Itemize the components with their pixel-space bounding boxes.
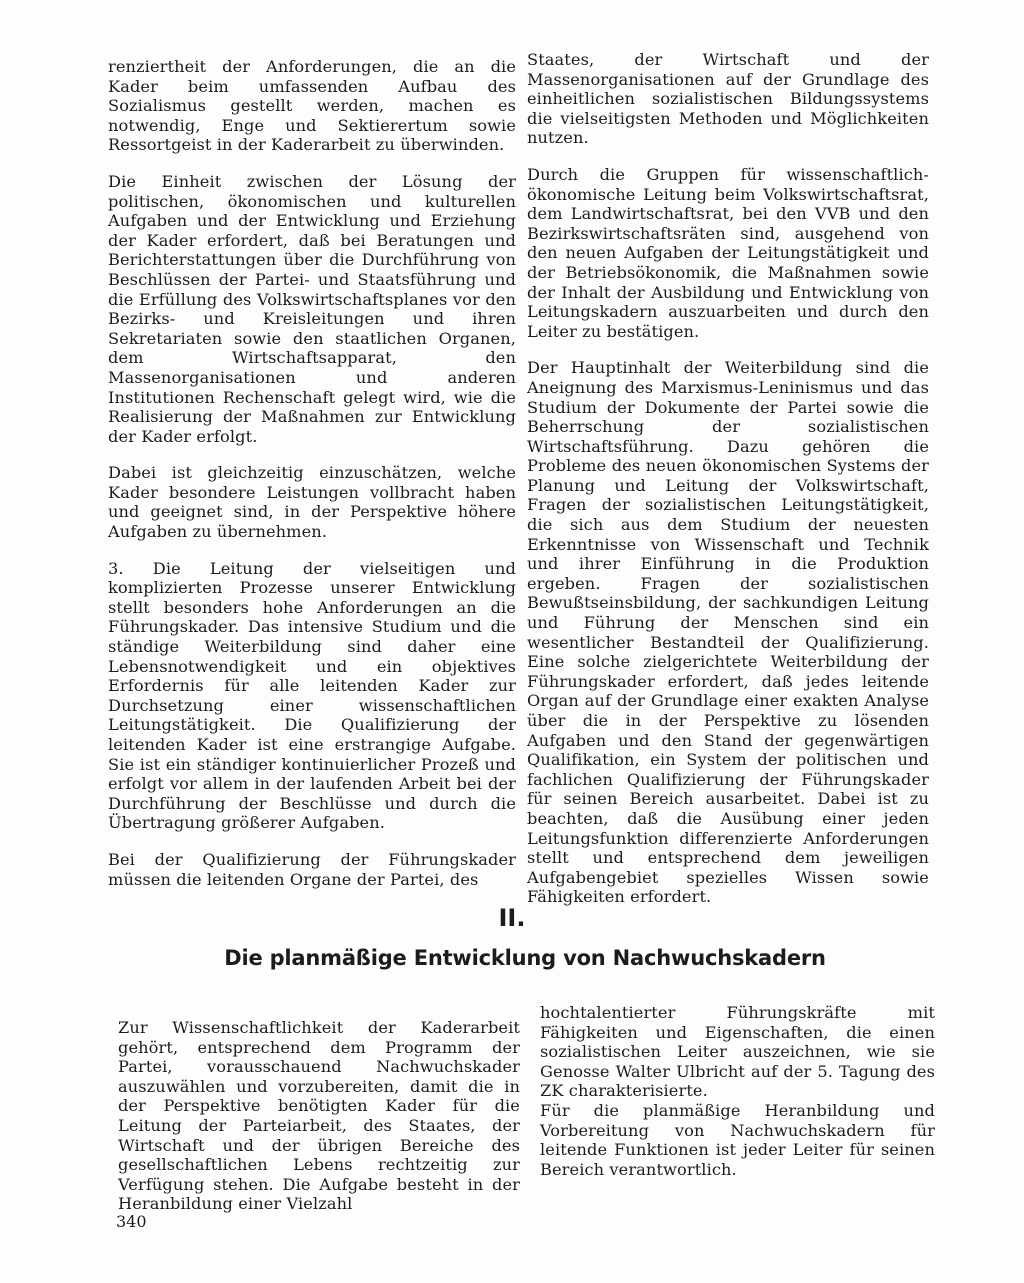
paragraph: Der Hauptinhalt der Weiterbildung sind die Aneignung des Marxismus-Leninismus und das Studium der Dokumente der Partei sowie die Beherrschung der sozialistischen Wirtschaftsführung. Dazu gehören die Probleme des neuen ökonomischen Systems der Planung und Leitung der Volkswirtschaft, Fragen der sozialistischen Leitungstätigkeit, die sich aus dem Studium der neuesten Erkenntnisse von Wissenschaft und Technik und ihrer Einführung in die Produktion ergeben. Fragen der sozialistischen Bewußtseinsbildung, der sachkundigen Leitung und Führung der Menschen sind ein wesentlicher Bestandteil der Qualifizierung. Eine solche zielgerichtete Weiterbildung der Führungskader erfordert, daß jedes leitende Organ auf der Grundlage einer exakten Analyse über die in der Perspektive zu lösenden Aufgaben und den Stand der gegenwärtigen Qualifikation, ein System der politischen und fachlichen Qualifizierung der Führungskader für seinen Bereich ausarbeitet. Dabei ist zu beachten, daß die Ausübung einer jeden Leitungsfunktion differenzierte Anforderungen stellt und entsprechend dem jeweiligen Aufgabengebiet spezielles Wissen sowie Fähigkeiten erfordert.: [527, 358, 929, 907]
section-title: Die planmäßige Entwicklung von Nachwuchskadern: [224, 946, 826, 970]
paragraph: renziertheit der Anforderungen, die an die Kader beim umfassenden Aufbau des Sozialismus gestellt werden, machen es notwendig, Enge und Sektierertum sowie Ressortgeist in der Kaderarbeit zu überwinden.: [108, 57, 516, 155]
bottom-left-column: [118, 1018, 520, 1231]
paragraph: Bei der Qualifizierung der Führungskader müssen die leitenden Organe der Partei, des: [108, 849, 516, 889]
top-left-column: [108, 57, 516, 906]
paragraph: Staates, der Wirtschaft und der Massenorganisationen auf der Grundlage des einheitlichen sozialistischen Bildungssystems die vielseitigsten Methoden und Möglichkeiten nutzen.: [527, 50, 929, 148]
paragraph: Für die planmäßige Heranbildung und Vorbereitung von Nachwuchskadern für leitende Funktionen ist jeder Leiter für seinen Bereich verantwortlich.: [540, 1100, 935, 1179]
paragraph: hochtalentierter Führungskräfte mit Fähigkeiten und Eigenschaften, die einen sozialistischen Leiter auszeichnen, wie sie Genosse Walter Ulbricht auf der 5. Tagung des ZK charakterisierte.: [540, 1003, 935, 1101]
page-number: 340: [116, 1212, 147, 1231]
paragraph: Dabei ist gleichzeitig einzuschätzen, welche Kader besondere Leistungen vollbracht haben und geeignet sind, in der Perspektive höhere Aufgaben zu übernehmen.: [108, 463, 516, 542]
bottom-right-column: [540, 1003, 935, 1179]
paragraph: Die Einheit zwischen der Lösung der politischen, ökonomischen und kulturellen Aufgaben und der Entwicklung und Erziehung der Kader erfordert, daß bei Beratungen und Berichterstattungen über die Durchführung von Beschlüssen der Partei- und Staatsführung und die Erfüllung des Volkswirtschaftsplanes vor den Bezirks- und Kreisleitungen und ihren Sekretariaten sowie den staatlichen Organen, dem Wirtschaftsapparat, den Massenorganisationen und anderen Institutionen Rechenschaft gelegt wird, wie die Realisierung der Maßnahmen zur Entwicklung der Kader erfolgt.: [108, 171, 516, 446]
paragraph: Zur Wissenschaftlichkeit der Kaderarbeit gehört, entsprechend dem Programm der Partei, vorausschauend Nachwuchskader auszuwählen und vorzubereiten, damit die in der Perspektive benötigten Kader für die Leitung der Parteiarbeit, des Staates, der Wirtschaft und der übrigen Bereiche des gesellschaftlichen Lebens rechtzeitig zur Verfügung stehen. Die Aufgabe besteht in der Heranbildung einer Vielzahl: [118, 1018, 520, 1214]
section-number: II.: [498, 904, 526, 932]
paragraph: Durch die Gruppen für wissenschaftlich-ökonomische Leitung beim Volkswirtschaftsrat, dem Landwirtschaftsrat, bei den VVB und den Bezirkswirtschaftsräten sind, ausgehend von den neuen Aufgaben der Leitungstätigkeit und der Betriebsökonomik, die Maßnahmen sowie der Inhalt der Ausbildung und Entwicklung von Leitungskadern auszuarbeiten und durch den Leiter zu bestätigen.: [527, 164, 929, 341]
paragraph: 3. Die Leitung der vielseitigen und komplizierten Prozesse unserer Entwicklung stellt besonders hohe Anforderungen an die Führungskader. Das intensive Studium und die ständige Weiterbildung sind daher eine Lebensnotwendigkeit und ein objektives Erfordernis für alle leitenden Kader zur Durchsetzung einer wissenschaftlichen Leitungstätigkeit. Die Qualifizierung der leitenden Kader ist eine erstrangige Aufgabe. Sie ist ein ständiger kontinuierlicher Prozeß und erfolgt vor allem in der laufenden Arbeit bei der Durchführung der Beschlüsse und durch die Übertragung größerer Aufgaben.: [108, 558, 516, 833]
top-right-column: [527, 50, 929, 924]
